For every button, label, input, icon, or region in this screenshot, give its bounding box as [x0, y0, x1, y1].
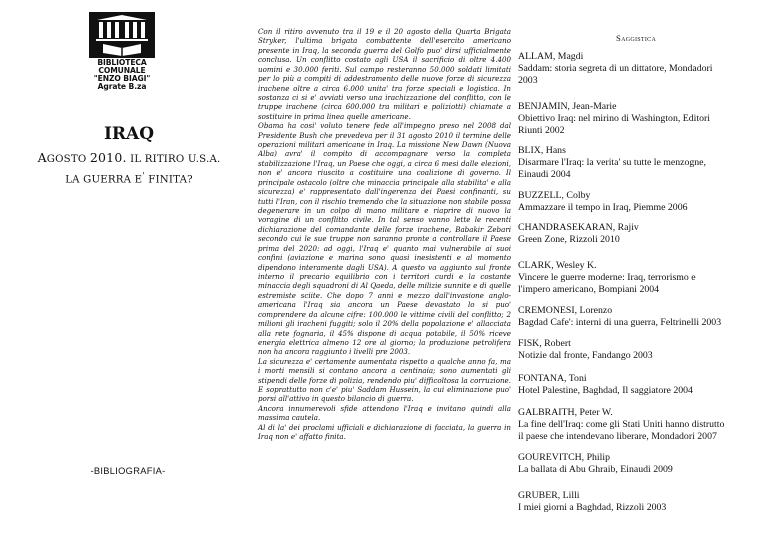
logo-line-2: COMUNALE — [98, 66, 146, 75]
bib-author: CREMONESI, Lorenzo — [518, 305, 613, 316]
page-title: IRAQ — [103, 124, 155, 144]
bib-entry — [518, 452, 763, 476]
bib-title-line: Disarmare l'Iraq: la verita' su tutte le menzogne, — [518, 157, 706, 168]
section-heading: Saggistica — [616, 33, 657, 43]
subtitle-month: GOSTO — [46, 154, 90, 165]
subtitle-line1-end: IL RITIRO U.S.A. — [126, 154, 221, 165]
subtitle-year: 2010. — [89, 150, 127, 165]
bib-entry — [518, 101, 763, 137]
bib-entry — [518, 305, 763, 329]
bib-entry — [518, 190, 763, 214]
bib-title-line: Ammazzare il tempo in Iraq, Piemme 2006 — [518, 202, 688, 213]
library-emblem-icon — [89, 12, 155, 58]
bib-entry — [518, 222, 763, 246]
bib-title-line: Einaudi 2004 — [518, 169, 571, 180]
article-paragraph: Al di la' dei proclami ufficiali e dichiarazione di facciata, la guerra in Iraq non e' affatto finita. — [258, 422, 511, 442]
bib-author: GALBRAITH, Peter W. — [518, 407, 613, 418]
subtitle-line2-b: FINITA? — [144, 174, 193, 186]
bib-title-line: Obiettivo Iraq: nel mirino di Washington, Editori — [518, 113, 710, 124]
bib-title-line: 2003 — [518, 75, 538, 86]
bib-title-line: La fine dell'Iraq: come gli Stati Uniti hanno distrutto — [518, 419, 725, 430]
bib-author: FONTANA, Toni — [518, 373, 587, 384]
logo-line-1: BIBLIOTECA — [97, 58, 147, 67]
bib-entry — [518, 490, 763, 514]
bib-entry — [518, 373, 763, 397]
bib-entry — [518, 407, 763, 443]
bib-title-line: l'impero americano, Bompiani 2004 — [518, 284, 660, 295]
bib-author: ALLAM, Magdi — [518, 51, 584, 62]
bib-author: BLIX, Hans — [518, 145, 566, 156]
bib-title-line: Hotel Palestine, Baghdad, Il saggiatore 2004 — [518, 385, 693, 396]
bib-title-line: Green Zone, Rizzoli 2010 — [518, 234, 620, 245]
bib-entry — [518, 338, 763, 362]
bib-title-line: Bagdad Cafe': interni di una guerra, Feltrinelli 2003 — [518, 317, 722, 328]
subtitle-initial: A — [37, 150, 47, 165]
bib-title-line: Saddam: storia segreta di un dittatore, Mondadori — [518, 63, 713, 74]
bib-author: BENJAMIN, Jean-Marie — [518, 101, 617, 112]
bib-title-line: il paese che intendevano liberare, Mondadori 2007 — [518, 431, 717, 442]
subtitle-line2-accent: ' — [142, 171, 145, 181]
article-paragraph: Con il ritiro avvenuto tra il 19 e il 20 agosto della Quarta Brigata Stryker, l'ultima brigata combattente dell'esercito americano presente in Iraq, la seconda guerra del Golfo puo' dirsi ufficialmente conclusa. Un conflitto costato agli USA il sacrificio di oltre 4.400 uomini e 30.000 feriti. Sul campo resteranno 50.000 soldati limitati per lo più a compiti di addestramento delle nuove forze di sicurezza irachene oltre a circa 6.000 unita' tra forze speciali e logistica. In sostanza ci si e' avviati verso una irachizzazione del conflitto, con le truppe irachene (circa 600.000 tra militari e poliziotti) chiamate a sostituire in prima linea quelle americane. — [258, 27, 511, 121]
article-paragraph: Obama ha cosi' voluto tenere fede all'impegno preso nel 2008 dal Presidente Bush che prevedeva per il 31 agosto 2010 il termine delle operazioni militari americane in Iraq. La missione New Dawn (Nuova Alba) avra' il compito di accompagnare verso la completa stabilizzazione l'Iraq, un Paese che oggi, a circa 6 mesi dalle elezioni, non e' ancora riuscito a costituire una coalizione di governo. Il principale ostacolo (oltre che minaccia principale alla stabilita' e alla sicurezza) e' rappresentato dall'ingerenza dei Paesi confinanti, su tutti l'Iran, con il rischio tremendo che la situazione non stabile possa degenerare in un colpo di mano militare e riaprire di nuovo la voragine di un conflitto civile. In tal senso vanno lette le recenti dichiarazione del comandante delle forze irachene, Babakir Zebari secondo cui le sue truppe non saranno pronte a controllare il Paese prima del 2020: ad oggi, l'Iraq e' quanto mai vulnerabile ai suoi confini (aviazione e marina sono quasi inesistenti e al momento dipendono interamente dagli USA). A questo va aggiunto sul fronte interno il precario equilibrio con i territori curdi e la costante minaccia degli squadroni di Al Qaeda, delle milizie sunnite e di quelle estremiste sciite. Che dopo 7 anni e mezzo dall'invasione anglo-americana l'Iraq sia ancora un Paese devastato lo si puo' comprendere da alcune cifre: 100.000 le vittime civili del conflitto; 2 milioni gli iracheni fuggiti; solo il 20% della popolazione e' allacciata alla rete fognaria, il 45% dispone di acqua potabile, il 50% riceve energia elettrica almeno 12 ore al giorno; la produzione petrolifera non ha ancora raggiunto i livelli pre 2003. — [258, 121, 511, 357]
bib-author: CHANDRASEKARAN, Rajiv — [518, 222, 639, 233]
bib-title-line: Vincere le guerre moderne: Iraq, terrorismo e — [518, 272, 696, 283]
bib-author: CLARK, Wesley K. — [518, 260, 597, 271]
bib-entry — [518, 145, 763, 181]
bib-author: BUZZELL, Colby — [518, 190, 591, 201]
article-paragraph: Ancora innumerevoli sfide attendono l'Iraq e invitano quindi alla massima cautela. — [258, 403, 511, 423]
bib-title-line: Notizie dal fronte, Fandango 2003 — [518, 350, 653, 361]
bib-title-line: La ballata di Abu Ghraib, Einaudi 2009 — [518, 464, 673, 475]
bib-entry — [518, 260, 763, 296]
article-column — [258, 27, 511, 442]
bib-entry — [518, 51, 763, 87]
bib-title-line: Riunti 2002 — [518, 125, 565, 136]
bib-author: GOUREVITCH, Philip — [518, 452, 610, 463]
bib-author: GRUBER, Lilli — [518, 490, 580, 501]
bib-author: FISK, Robert — [518, 338, 571, 349]
bib-title-line: I miei giorni a Baghdad, Rizzoli 2003 — [518, 502, 667, 513]
logo-line-4: Agrate B.za — [97, 82, 147, 91]
subtitle-line2-a: LA GUERRA E — [65, 174, 143, 186]
logo-line-3: "ENZO BIAGI" — [93, 74, 151, 83]
article-paragraph: La sicurezza e' certamente aumentata rispetto a qualche anno fa, ma i morti mensili si contano ancora a centinaia; sono aumentati gli stipendi delle forze di polizia, rendendo piu' difficoltosa la corruzione. E soprattutto non c'e' piu' Saddam Hussein, la cui eliminazione puo' porsi all'attivo in questo bilancio di guerra. — [258, 356, 511, 404]
bibliography-label: -BIBLIOGRAFIA- — [90, 466, 166, 476]
page-subtitle — [10, 149, 248, 188]
cover-panel — [0, 0, 258, 543]
library-logo — [89, 12, 155, 90]
